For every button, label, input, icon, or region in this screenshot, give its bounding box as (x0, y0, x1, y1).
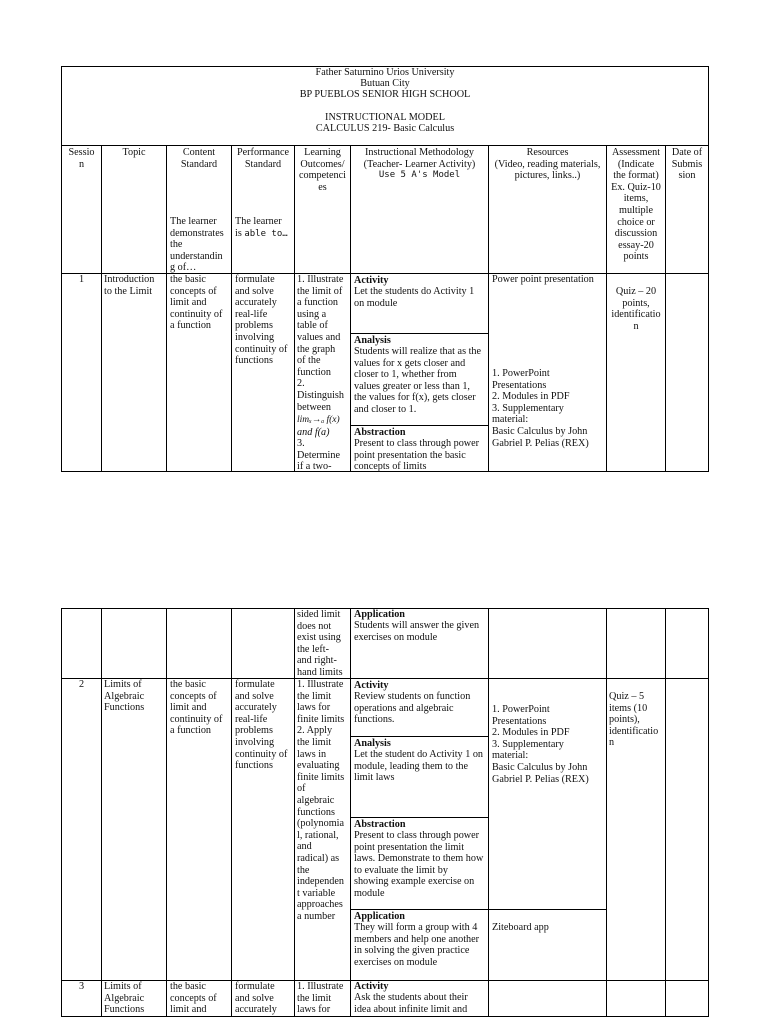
row2-performance: formulate and solve accurately real-life problems involving continuity of functions (235, 679, 288, 772)
row2-application-text: They will form a group with 4 members and help one another in solving the given practice exercises on module (354, 922, 480, 968)
performance-standard-sub: The learner is able to… (235, 216, 288, 239)
row1-performance: formulate and solve accurately real-life problems involving continuity of functions (235, 274, 288, 367)
col-session: Sessio n (68, 147, 95, 170)
col-date-of-submission: Date of Submis sion (671, 147, 703, 182)
col-methodology-note: Use 5 A's Model (378, 170, 461, 180)
row2-analysis-label: Analysis (354, 738, 391, 749)
cont-application-text: Students will answer the given exercises on module (354, 620, 480, 643)
course-title: CALCULUS 219- Basic Calculus (315, 123, 455, 134)
model-title: INSTRUCTIONAL MODEL (325, 112, 445, 123)
school-name: BP PUEBLOS SENIOR HIGH SCHOOL (299, 89, 471, 100)
row3-activity-label: Activity (354, 981, 389, 992)
row2-analysis-text: Let the student do Activity 1 on module, leading them to the limit laws (354, 749, 484, 784)
row3-session: 3 (78, 981, 85, 992)
content-standard-sub: The learner demonstrates the understandin g of… (170, 216, 224, 274)
row1-outcomes-end: 3. Determine if a two- (297, 438, 340, 473)
col-learning-outcomes: Learning Outcomes/ competenci es (299, 147, 346, 193)
row2-activity-text: Review students on function operations and algebraic functions. (354, 691, 471, 726)
row1-abstraction-text: Present to class through power point presentation the basic concepts of limits (354, 438, 480, 473)
row2-topic: Limits of Algebraic Functions (104, 679, 145, 714)
row2-assessment: Quiz – 5 items (10 points), identificatio n (609, 691, 659, 749)
row1-assessment: Quiz – 20 points, identificatio n (611, 286, 661, 332)
row1-limit-expression: limₓ→ₐ f(x) (297, 415, 340, 425)
row2-abstraction-label: Abstraction (354, 819, 406, 830)
university-name: Father Saturnino Urios University (315, 67, 455, 78)
row2-abstraction-text: Present to class through power point presentation the limit laws. Demonstrate to them how to evaluate the limit by showing example exercise on module (354, 830, 484, 899)
row3-performance: formulate and solve accurately (235, 981, 277, 1016)
row3-activity-text: Ask the students about their idea about infinite limit and (354, 992, 468, 1015)
row1-analysis-label: Analysis (354, 335, 391, 346)
col-performance-standard: Performance Standard (236, 147, 290, 170)
row3-content: the basic concepts of limit and (170, 981, 217, 1016)
row1-session: 1 (78, 274, 85, 285)
cont-outcomes: sided limit does not exist using the left- and right- hand limits (297, 609, 343, 678)
row2-application-label: Application (354, 911, 405, 922)
row1-abstraction-label: Abstraction (354, 427, 406, 438)
row1-resource-top: Power point presentation (492, 274, 594, 285)
row1-outcomes: 1. Illustrate the limit of a function using a table of values and the graph of the function 2. Distinguish between (297, 274, 344, 413)
row1-topic: Introduction to the Limit (104, 274, 155, 297)
row2-resource-list: 1. PowerPoint Presentations 2. Modules in PDF 3. Supplementary material: Basic Calculus by John Gabriel P. Pelias (REX) (492, 704, 589, 785)
row1-activity-label: Activity (354, 275, 389, 286)
row1-analysis-text: Students will realize that as the values for x gets closer and closer to 1, whether from values greater or less than 1, the values for f(x), gets closer and closer to 1. (354, 346, 482, 415)
row1-fa-expression: and f(a) (297, 427, 330, 438)
row2-content: the basic concepts of limit and continuity of a function (170, 679, 223, 737)
row1-resource-list: 1. PowerPoint Presentations 2. Modules in PDF 3. Supplementary material: Basic Calculus by John Gabriel P. Pelias (REX) (492, 368, 589, 449)
row1-content: the basic concepts of limit and continuity of a function (170, 274, 223, 332)
row2-outcomes: 1. Illustrate the limit laws for finite limits 2. Apply the limit laws in evaluating finite limits of algebraic functions (polynomia l, rational, and radical) as the independen t variable approaches a number (297, 679, 345, 922)
row2-session: 2 (78, 679, 85, 690)
col-methodology: Instructional Methodology (Teacher- Learner Activity) (363, 147, 476, 170)
city-name: Butuan City (360, 78, 410, 89)
col-assessment: Assessment (Indicate the format) Ex. Quiz-10 items, multiple choice or discussion essay-20 points (611, 147, 661, 263)
row1-activity-text: Let the students do Activity 1 on module (354, 286, 475, 309)
row3-outcomes: 1. Illustrate the limit laws for (297, 981, 344, 1016)
cont-application-label: Application (354, 609, 405, 620)
row3-topic: Limits of Algebraic Functions (104, 981, 145, 1016)
row2-activity-label: Activity (354, 680, 389, 691)
col-content-standard: Content Standard (180, 147, 218, 170)
row2-resource-app: Ziteboard app (492, 922, 549, 933)
col-resources: Resources (Video, reading materials, pictures, links..) (494, 147, 601, 182)
col-topic: Topic (122, 147, 146, 158)
